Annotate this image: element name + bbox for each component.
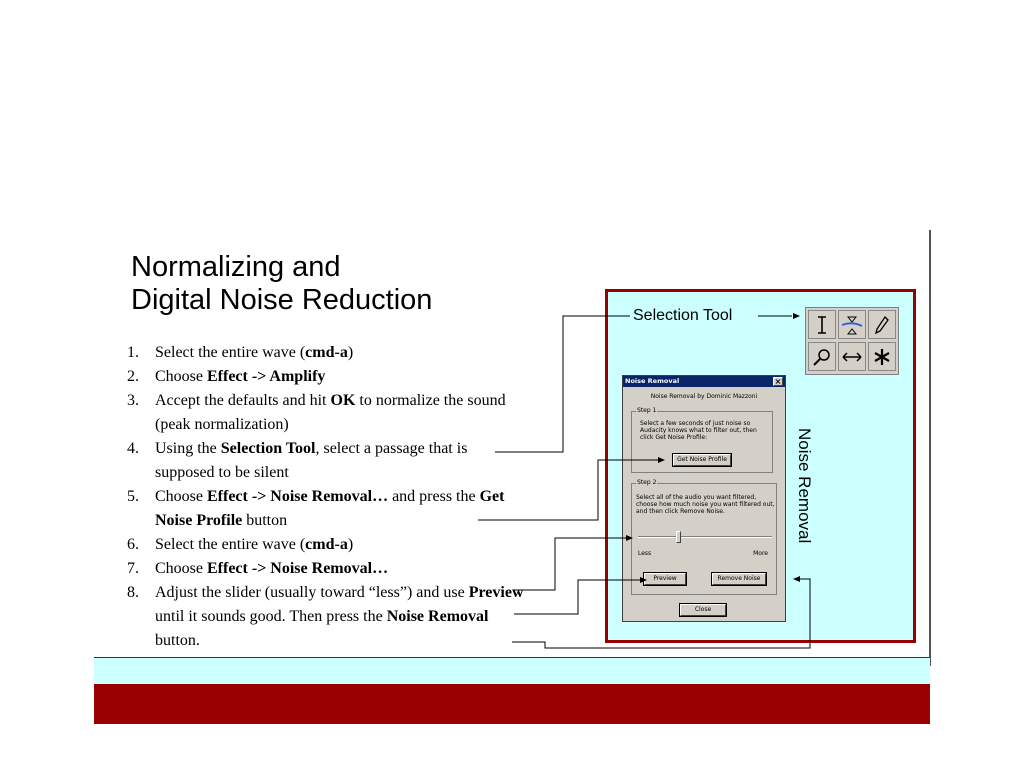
step-text: Adjust the slider (usually toward “less”) and use — [155, 584, 469, 601]
step1-text: Select a few seconds of just noise so Audacity knows what to filter out, then click Get Noise Profile: — [640, 420, 757, 441]
step-text: button — [242, 512, 288, 529]
step-emphasis: Get Noise Profile — [155, 488, 505, 529]
step-number: 5. — [127, 488, 139, 505]
step-number: 2. — [127, 368, 139, 385]
step-text: ) — [347, 344, 354, 361]
step-text: , select a passage that is supposed to be silent — [155, 440, 468, 481]
slider-more-label: More — [753, 550, 768, 557]
step-text: to normalize the sound (peak normalization) — [155, 392, 506, 433]
connector-slider — [514, 538, 626, 590]
dialog-close-button[interactable]: Close — [680, 604, 726, 616]
connector-preview — [514, 580, 640, 614]
arrowhead-preview — [640, 577, 647, 583]
get-noise-profile-button[interactable]: Get Noise Profile — [673, 454, 731, 466]
arrowhead-remove-noise — [793, 576, 800, 582]
step-text: Choose — [155, 368, 207, 385]
step-emphasis: Effect -> Amplify — [207, 368, 326, 385]
step2-label: Step 2 — [637, 479, 657, 486]
step-emphasis: Preview — [468, 584, 524, 601]
dialog-subtitle: Noise Removal by Dominic Mazzoni — [650, 393, 758, 400]
arrowhead-slider — [626, 535, 633, 541]
step-text: Using the — [155, 440, 221, 457]
connector-selection-tool — [495, 316, 630, 452]
step-number: 1. — [127, 344, 139, 361]
step-number: 7. — [127, 560, 139, 577]
step-emphasis: OK — [330, 392, 356, 409]
step-text: button. — [155, 632, 200, 649]
step-text: ) — [347, 536, 354, 553]
step-text: Choose — [155, 488, 207, 505]
step-text: until it sounds good. Then press the — [155, 608, 387, 625]
step-emphasis: cmd-a — [305, 344, 348, 361]
step-emphasis: cmd-a — [305, 536, 348, 553]
step2-text: Select all of the audio you want filtered, choose how much noise you want filtered out, and then click Remove Noise. — [636, 494, 775, 515]
footer-red-band — [94, 684, 930, 724]
step-emphasis: Effect -> Noise Removal… — [207, 560, 389, 577]
step-text: Select the entire wave ( — [155, 536, 306, 553]
remove-noise-button[interactable]: Remove Noise — [712, 573, 766, 585]
step1-label: Step 1 — [637, 407, 657, 414]
step-text: Select the entire wave ( — [155, 344, 306, 361]
step-emphasis: Effect -> Noise Removal… — [207, 488, 389, 505]
preview-button[interactable]: Preview — [644, 573, 686, 585]
connector-get-profile — [478, 460, 658, 520]
noise-removal-vertical-label: Noise Removal — [795, 428, 814, 544]
step-number: 8. — [127, 584, 139, 601]
footer-cyan-band — [94, 657, 930, 684]
step-number: 3. — [127, 392, 139, 409]
step-text: Choose — [155, 560, 207, 577]
selection-tool-label: Selection Tool — [633, 307, 733, 324]
arrowhead-get-profile — [658, 457, 665, 463]
step-number: 4. — [127, 440, 139, 457]
step-text: and press the — [388, 488, 480, 505]
slider-less-label: Less — [638, 550, 652, 557]
arrowhead-selection-tool — [793, 313, 800, 319]
title-line-2: Digital Noise Reduction — [131, 284, 433, 316]
step-number: 6. — [127, 536, 139, 553]
title-line-1: Normalizing and — [131, 251, 341, 283]
step-emphasis: Noise Removal — [386, 608, 489, 625]
step-emphasis: Selection Tool — [220, 440, 316, 457]
close-icon[interactable]: × — [774, 377, 782, 386]
dialog-title: Noise Removal — [625, 377, 680, 385]
step-text: Accept the defaults and hit — [155, 392, 331, 409]
